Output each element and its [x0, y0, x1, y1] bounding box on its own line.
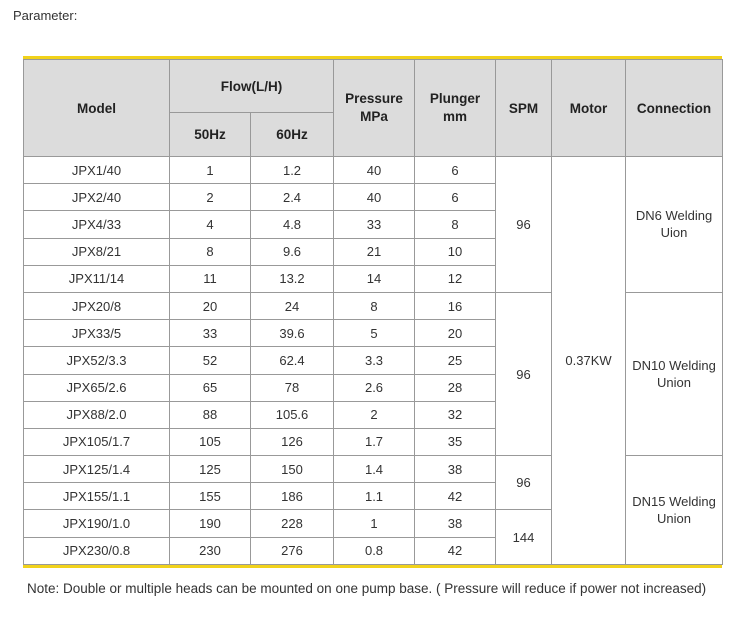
pressure-cell: 2.6: [334, 374, 415, 401]
flow-60hz-cell: 24: [251, 292, 334, 319]
flow-50hz-cell: 2: [170, 184, 251, 211]
flow-60hz-cell: 150: [251, 456, 334, 483]
plunger-cell: 28: [415, 374, 496, 401]
model-cell: JPX105/1.7: [24, 428, 170, 455]
header-60hz: 60Hz: [251, 113, 334, 157]
spm-cell: 96: [496, 456, 552, 510]
flow-60hz-cell: 9.6: [251, 238, 334, 265]
model-cell: JPX65/2.6: [24, 374, 170, 401]
motor-cell: 0.37KW: [552, 157, 626, 565]
flow-60hz-cell: 276: [251, 537, 334, 564]
plunger-cell: 8: [415, 211, 496, 238]
flow-60hz-cell: 186: [251, 483, 334, 510]
plunger-cell: 25: [415, 347, 496, 374]
pressure-cell: 40: [334, 184, 415, 211]
model-cell: JPX125/1.4: [24, 456, 170, 483]
parameter-table-container: [23, 56, 722, 568]
pressure-cell: 40: [334, 157, 415, 184]
spm-cell: 96: [496, 292, 552, 455]
connection-cell: [626, 292, 723, 455]
parameter-table: [23, 59, 723, 565]
header-spm: SPM: [496, 60, 552, 157]
plunger-cell: 32: [415, 401, 496, 428]
pressure-cell: 21: [334, 238, 415, 265]
pressure-cell: 5: [334, 320, 415, 347]
model-cell: JPX4/33: [24, 211, 170, 238]
plunger-cell: 35: [415, 428, 496, 455]
plunger-cell: 10: [415, 238, 496, 265]
connection-label: DN15 Welding Union: [632, 493, 716, 526]
pressure-cell: 0.8: [334, 537, 415, 564]
flow-60hz-cell: 4.8: [251, 211, 334, 238]
model-cell: JPX230/0.8: [24, 537, 170, 564]
spm-cell: 96: [496, 157, 552, 293]
flow-50hz-cell: 33: [170, 320, 251, 347]
model-cell: JPX1/40: [24, 157, 170, 184]
pressure-cell: 8: [334, 292, 415, 319]
flow-50hz-cell: 11: [170, 265, 251, 292]
pressure-cell: 14: [334, 265, 415, 292]
flow-50hz-cell: 8: [170, 238, 251, 265]
flow-60hz-cell: 1.2: [251, 157, 334, 184]
header-model: Model: [24, 60, 170, 157]
plunger-cell: 38: [415, 456, 496, 483]
flow-50hz-cell: 155: [170, 483, 251, 510]
header-pressure-label: Pressure MPa: [345, 91, 403, 124]
flow-50hz-cell: 190: [170, 510, 251, 537]
pressure-cell: 1: [334, 510, 415, 537]
flow-60hz-cell: 62.4: [251, 347, 334, 374]
flow-60hz-cell: 13.2: [251, 265, 334, 292]
flow-50hz-cell: 4: [170, 211, 251, 238]
parameter-title: Parameter:: [13, 8, 78, 23]
flow-50hz-cell: 1: [170, 157, 251, 184]
model-cell: JPX52/3.3: [24, 347, 170, 374]
model-cell: JPX88/2.0: [24, 401, 170, 428]
plunger-cell: 20: [415, 320, 496, 347]
flow-50hz-cell: 52: [170, 347, 251, 374]
plunger-cell: 42: [415, 537, 496, 564]
flow-60hz-cell: 2.4: [251, 184, 334, 211]
flow-60hz-cell: 228: [251, 510, 334, 537]
header-motor: Motor: [552, 60, 626, 157]
flow-60hz-cell: 126: [251, 428, 334, 455]
header-plunger-label: Plunger mm: [429, 91, 481, 124]
pressure-cell: 33: [334, 211, 415, 238]
model-cell: JPX33/5: [24, 320, 170, 347]
header-50hz: 50Hz: [170, 113, 251, 157]
flow-60hz-cell: 105.6: [251, 401, 334, 428]
flow-60hz-cell: 78: [251, 374, 334, 401]
pressure-cell: 3.3: [334, 347, 415, 374]
spm-cell: 144: [496, 510, 552, 564]
pressure-cell: 2: [334, 401, 415, 428]
pressure-cell: 1.1: [334, 483, 415, 510]
plunger-cell: 16: [415, 292, 496, 319]
header-flow: Flow(L/H): [170, 60, 334, 113]
header-connection: Connection: [626, 60, 723, 157]
model-cell: JPX190/1.0: [24, 510, 170, 537]
pressure-cell: 1.7: [334, 428, 415, 455]
flow-50hz-cell: 65: [170, 374, 251, 401]
connection-label: DN6 Welding Uion: [635, 208, 713, 241]
connection-cell: [626, 157, 723, 293]
flow-50hz-cell: 88: [170, 401, 251, 428]
connection-label: DN10 Welding Union: [632, 358, 716, 390]
plunger-cell: 42: [415, 483, 496, 510]
plunger-cell: 38: [415, 510, 496, 537]
model-cell: JPX155/1.1: [24, 483, 170, 510]
table-body: [24, 157, 723, 565]
header-plunger: [415, 60, 496, 157]
model-cell: JPX11/14: [24, 265, 170, 292]
flow-60hz-cell: 39.6: [251, 320, 334, 347]
table-row: [24, 157, 723, 184]
plunger-cell: 6: [415, 184, 496, 211]
connection-cell: [626, 456, 723, 565]
flow-50hz-cell: 230: [170, 537, 251, 564]
model-cell: JPX2/40: [24, 184, 170, 211]
flow-50hz-cell: 20: [170, 292, 251, 319]
pressure-cell: 1.4: [334, 456, 415, 483]
model-cell: JPX20/8: [24, 292, 170, 319]
flow-50hz-cell: 105: [170, 428, 251, 455]
plunger-cell: 12: [415, 265, 496, 292]
flow-50hz-cell: 125: [170, 456, 251, 483]
plunger-cell: 6: [415, 157, 496, 184]
header-pressure: [334, 60, 415, 157]
model-cell: JPX8/21: [24, 238, 170, 265]
note-text: Note: Double or multiple heads can be mounted on one pump base. ( Pressure will reduce if power not increased): [27, 581, 707, 596]
